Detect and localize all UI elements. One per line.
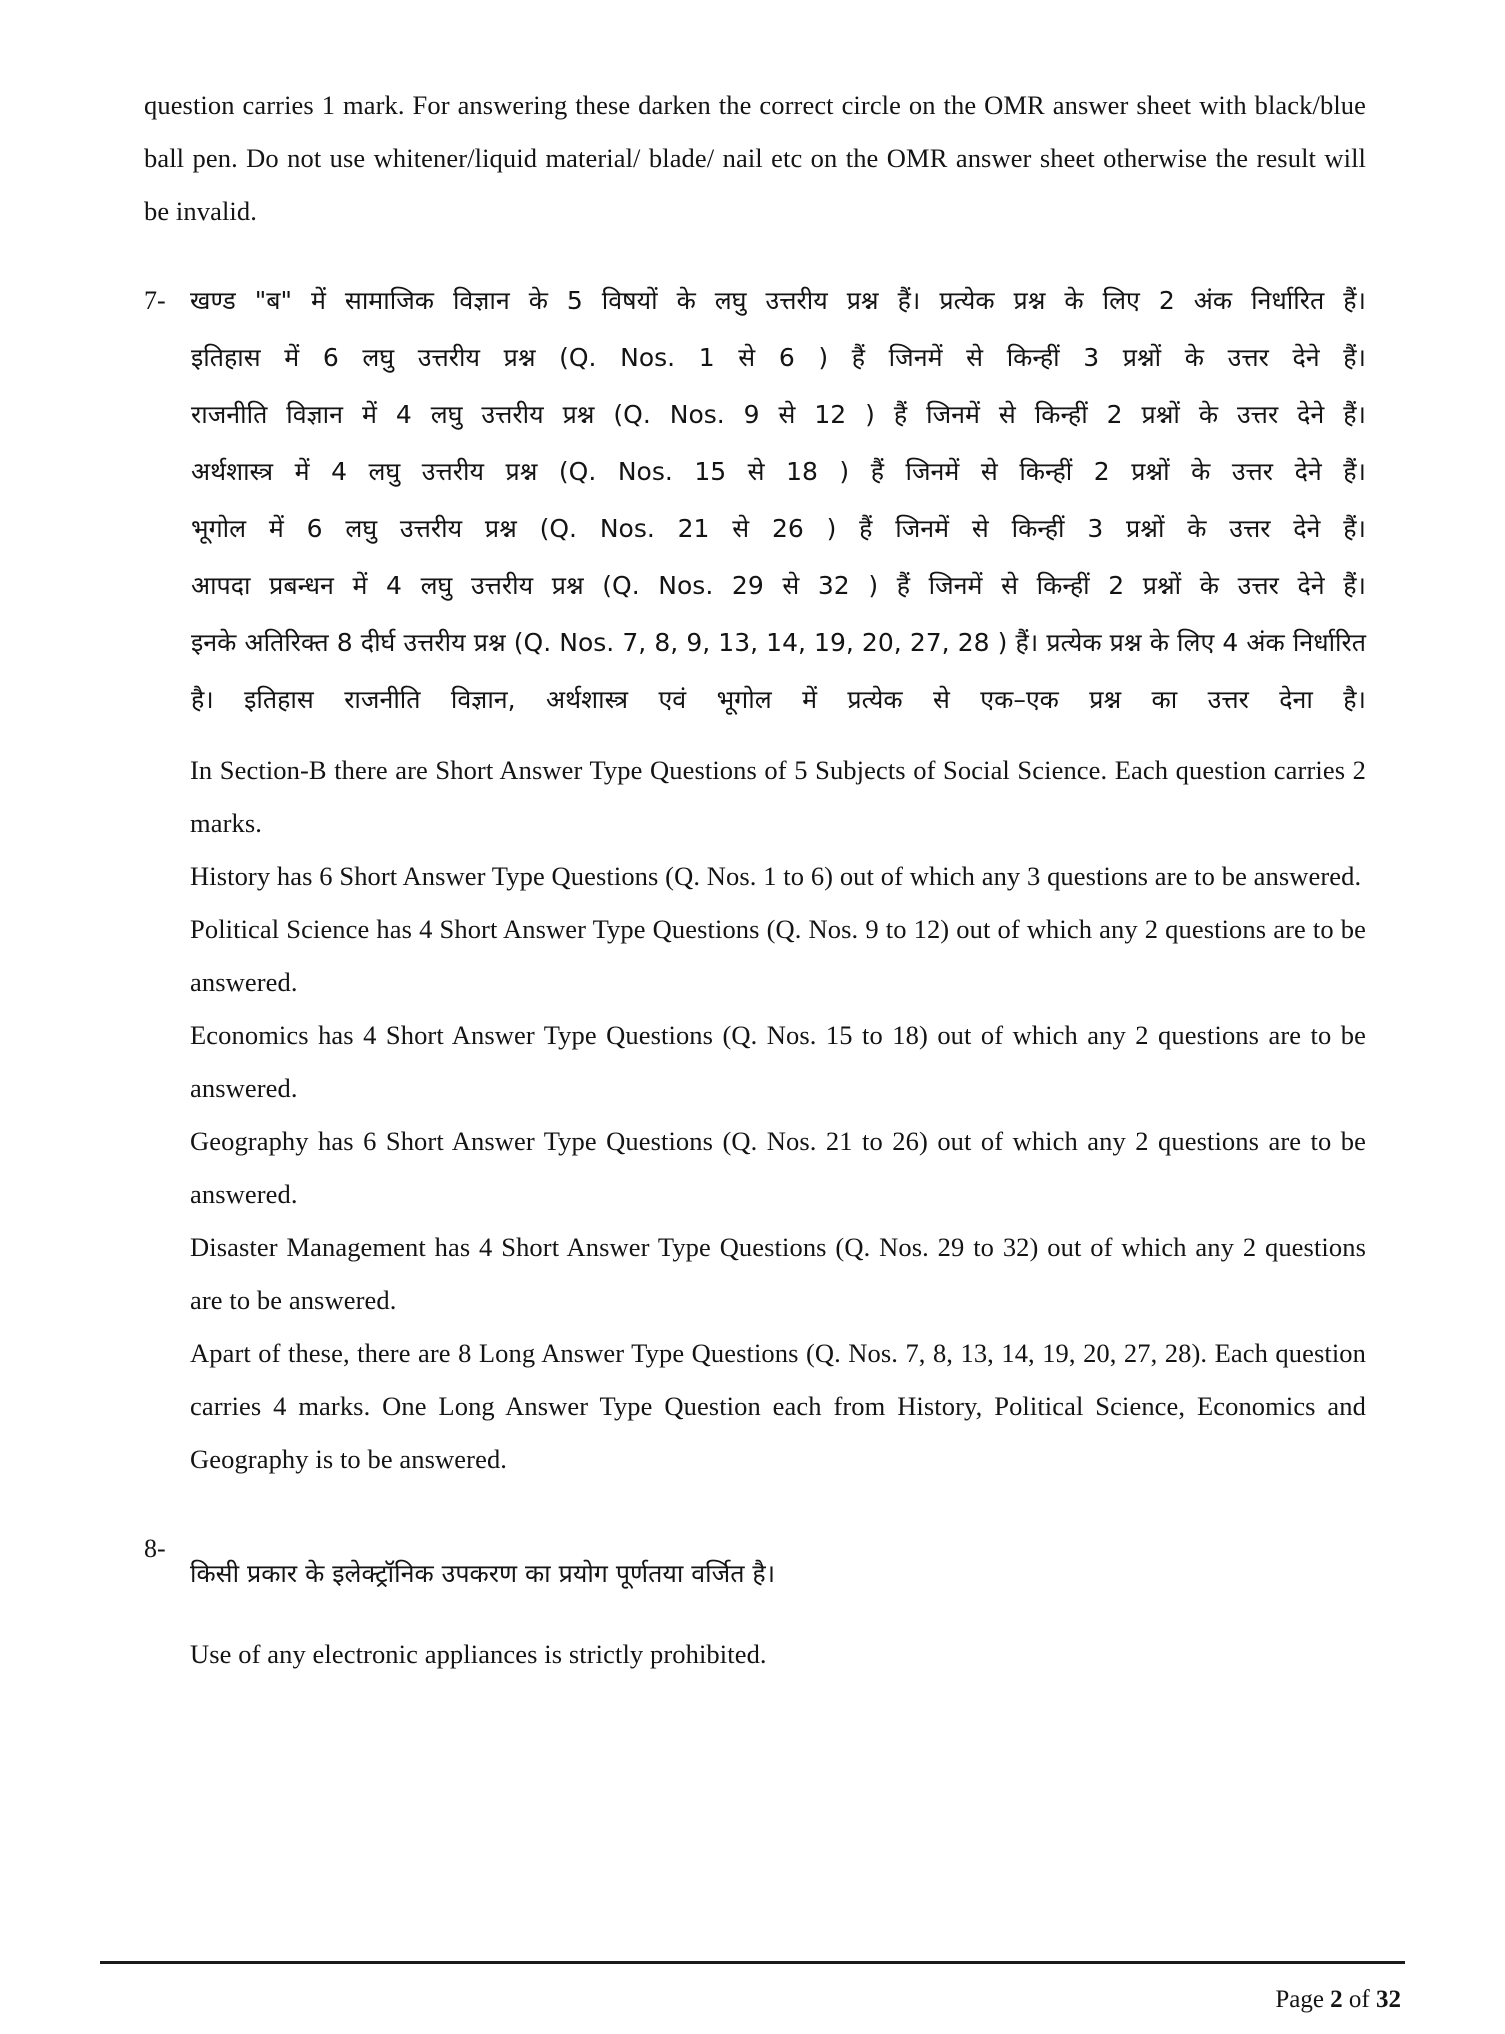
item-number-8: 8- (144, 1533, 166, 1563)
item-7-hindi-intro: खण्ड "ब" में सामाजिक विज्ञान के 5 विषयों के लघु उत्तरीय प्रश्न हैं। प्रत्येक प्रश्न के लिए 2 अंक निर्धारित हैं। (190, 285, 1366, 315)
english-line-economics: Economics has 4 Short Answer Type Questions (Q. Nos. 15 to 18) out of which any 2 questions are to be answered. (190, 1019, 1366, 1103)
hindi-subline-long-answer: इनके अतिरिक्त 8 दीर्घ उत्तरीय प्रश्न (Q. Nos. 7, 8, 9, 13, 14, 19, 20, 27, 28 ) हैं। प्रत्येक प्रश्न के लिए 4 अंक निर्धारित है। इतिहास राजनीति विज्ञान, अर्थशास्त्र एवं भूगोल में प्रत्येक से एक–एक प्रश्न का उत्तर देना है। (191, 627, 1366, 714)
item-8-hindi-text: किसी प्रकार के इलेक्ट्रॉनिक उपकरण का प्रयोग पूर्णतया वर्जित है। (190, 1558, 776, 1588)
item-number-7: 7- (144, 285, 166, 315)
footer-of-word: of (1348, 1986, 1370, 2013)
page-content (144, 52, 1366, 1708)
item-body-8 (190, 1520, 1366, 1708)
footer-page-word: Page (1275, 1986, 1324, 2013)
hindi-subline-history: इतिहास में 6 लघु उत्तरीय प्रश्न (Q. Nos. 1 से 6 ) हैं जिनमें से किन्हीं 3 प्रश्नों के उत्तर देने हैं। (191, 342, 1366, 372)
item-7-english-block (190, 744, 1366, 1486)
instruction-item-8 (144, 1520, 1366, 1708)
hindi-subline-geography: भूगोल में 6 लघु उत्तरीय प्रश्न (Q. Nos. 21 से 26 ) हैं जिनमें से किन्हीं 3 प्रश्नों के उत्तर देने हैं। (191, 513, 1366, 543)
hindi-subline-political-science: राजनीति विज्ञान में 4 लघु उत्तरीय प्रश्न (Q. Nos. 9 से 12 ) हैं जिनमें से किन्हीं 2 प्रश्नों के उत्तर देने हैं। (191, 399, 1366, 429)
footer-divider (100, 1961, 1405, 1964)
item-body-7 (190, 272, 1366, 1486)
page-footer (1275, 1986, 1401, 2014)
english-line-section-b-intro: In Section-B there are Short Answer Type Questions of 5 Subjects of Social Science. Each question carries 2 marks. (190, 754, 1366, 838)
continuation-paragraph: question carries 1 mark. For answering these darken the correct circle on the OMR answer sheet with black/blue ball pen. Do not use whitener/liquid material/ blade/ nail etc on the OMR answer sheet otherwise the result will be invalid. (144, 89, 1366, 226)
item-7-hindi-sublines (190, 329, 1366, 728)
english-line-geography: Geography has 6 Short Answer Type Questions (Q. Nos. 21 to 26) out of which any 2 questions are to be answered. (190, 1125, 1366, 1209)
english-line-political-science: Political Science has 4 Short Answer Type Questions (Q. Nos. 9 to 12) out of which any 2 questions are to be answered. (190, 913, 1366, 997)
english-line-disaster-management: Disaster Management has 4 Short Answer Type Questions (Q. Nos. 29 to 32) out of which any 2 questions are to be answered. (190, 1231, 1366, 1315)
item-7-hindi-block (190, 272, 1366, 728)
instruction-item-7 (144, 272, 1366, 1486)
english-line-long-answer: Apart of these, there are 8 Long Answer Type Questions (Q. Nos. 7, 8, 13, 14, 19, 20, 27, 28). Each question carries 4 marks. One Long Answer Type Question each from History, Political Science, Economics and Geography is to be answered. (190, 1337, 1366, 1474)
hindi-subline-disaster-management: आपदा प्रबन्धन में 4 लघु उत्तरीय प्रश्न (Q. Nos. 29 से 32 ) हैं जिनमें से किन्हीं 2 प्रश्नों के उत्तर देने हैं। (191, 570, 1366, 600)
hindi-subline-economics: अर्थशास्त्र में 4 लघु उत्तरीय प्रश्न (Q. Nos. 15 से 18 ) हैं जिनमें से किन्हीं 2 प्रश्नों के उत्तर देने हैं। (191, 456, 1366, 486)
footer-page-number: 2 (1330, 1986, 1343, 2013)
footer-page-total: 32 (1376, 1986, 1401, 2013)
english-line-history: History has 6 Short Answer Type Questions (Q. Nos. 1 to 6) out of which any 3 questions are to be answered. (190, 860, 1362, 891)
item-8-english-text: Use of any electronic appliances is strictly prohibited. (190, 1639, 767, 1669)
